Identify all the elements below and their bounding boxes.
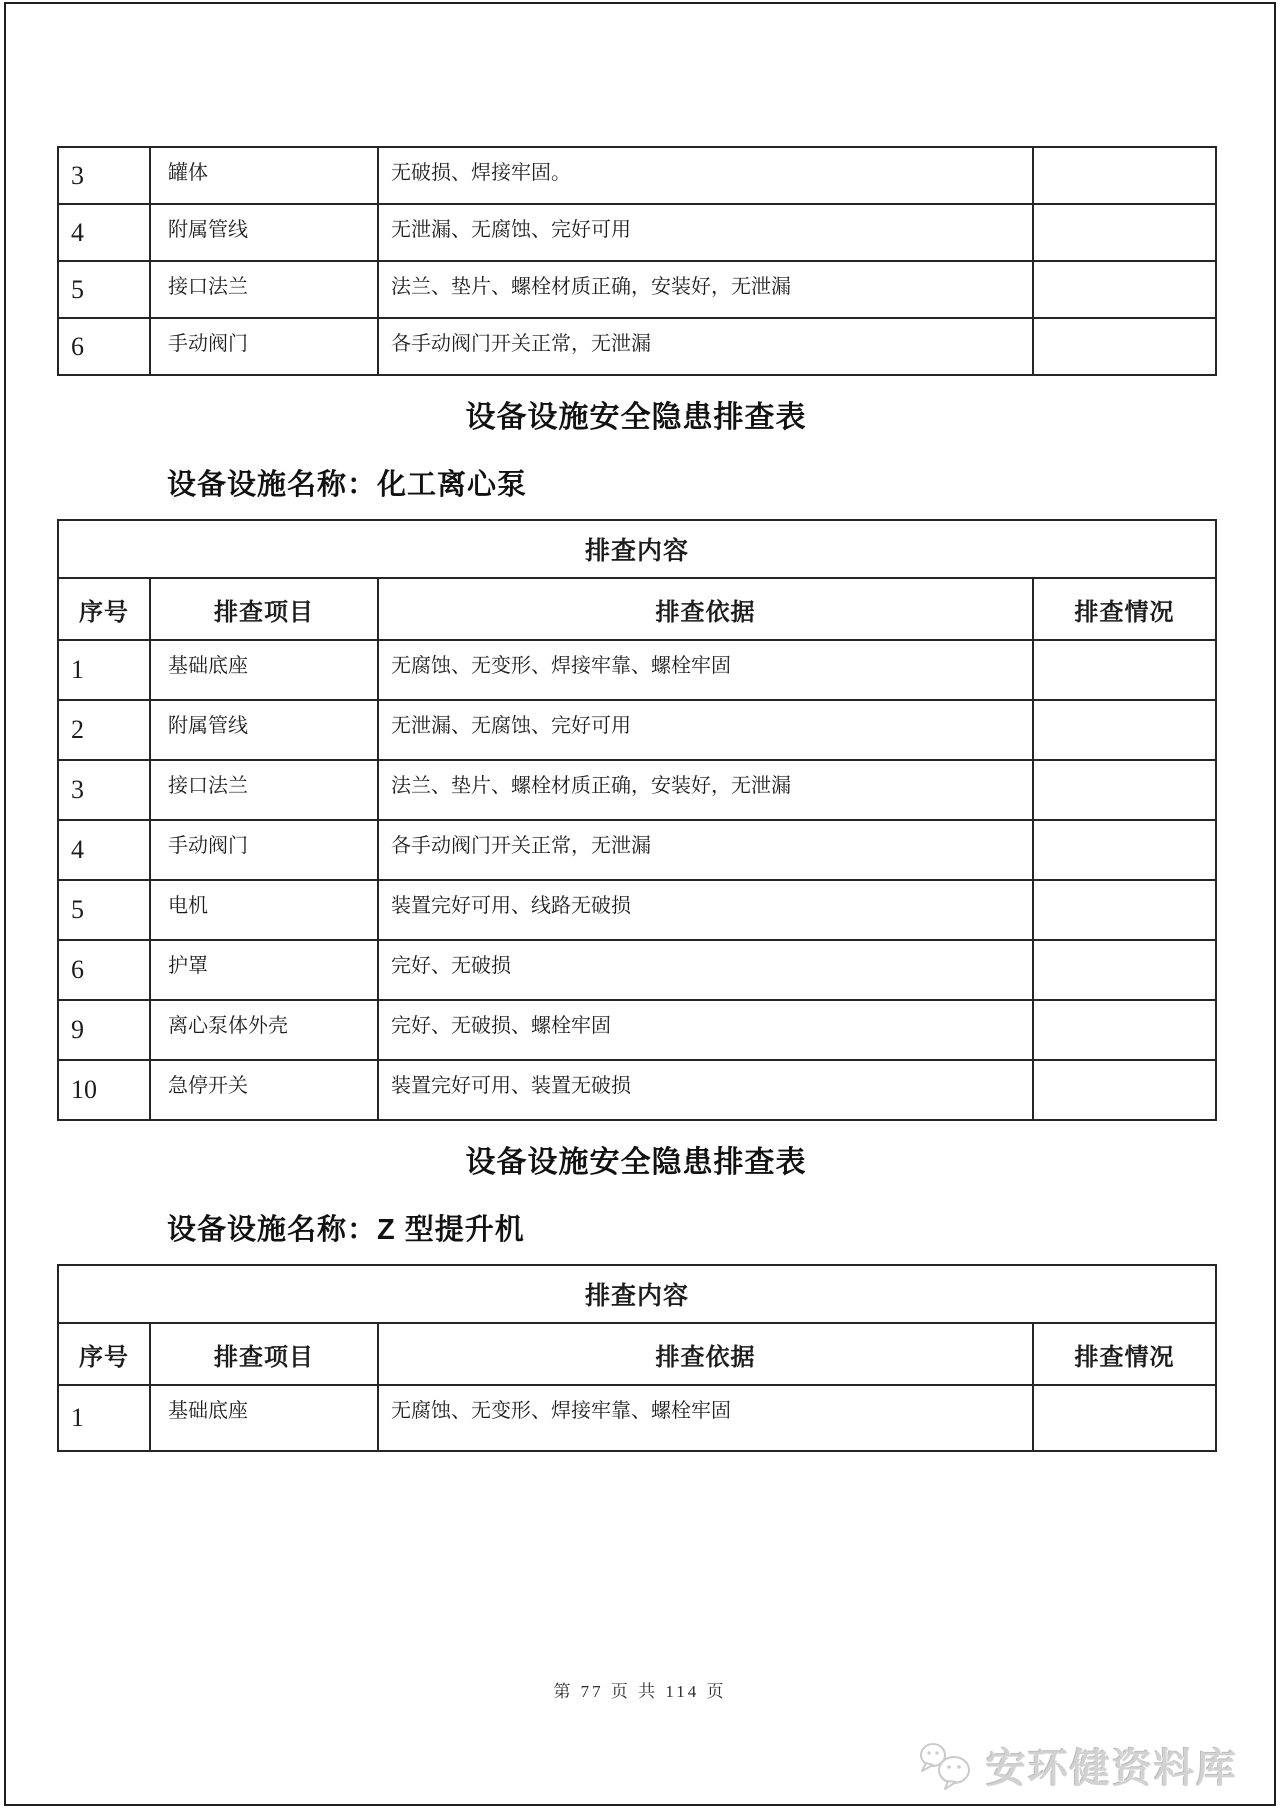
cell-status	[1033, 820, 1216, 880]
cell-no: 4	[58, 820, 150, 880]
cell-item: 罐体	[150, 147, 378, 204]
cell-basis: 法兰、垫片、螺栓材质正确，安装好，无泄漏	[378, 261, 1033, 318]
cell-basis: 无腐蚀、无变形、焊接牢靠、螺栓牢固	[378, 640, 1033, 700]
cell-basis: 无泄漏、无腐蚀、完好可用	[378, 204, 1033, 261]
cell-basis: 无破损、焊接牢固。	[378, 147, 1033, 204]
table-header-row	[58, 1323, 1216, 1385]
cell-no: 3	[58, 147, 150, 204]
section2-title: 设备设施安全隐患排查表	[465, 1146, 807, 1179]
cell-item: 基础底座	[150, 1385, 378, 1451]
cell-status	[1033, 204, 1216, 261]
cell-status	[1033, 760, 1216, 820]
continuation-table	[57, 146, 1217, 376]
cell-basis: 各手动阀门开关正常，无泄漏	[378, 820, 1033, 880]
col-header-status: 排查情况	[1033, 1323, 1216, 1385]
cell-no: 9	[58, 1000, 150, 1060]
cell-item: 附属管线	[150, 204, 378, 261]
cell-item: 电机	[150, 880, 378, 940]
col-header-basis: 排查依据	[378, 578, 1033, 640]
cell-status	[1033, 700, 1216, 760]
cell-item: 急停开关	[150, 1060, 378, 1120]
cell-status	[1033, 318, 1216, 375]
table-banner-row	[58, 1265, 1216, 1323]
cell-basis: 完好、无破损	[378, 940, 1033, 1000]
col-header-basis: 排查依据	[378, 1323, 1033, 1385]
cell-item: 附属管线	[150, 700, 378, 760]
col-header-item: 排查项目	[150, 578, 378, 640]
cell-item: 基础底座	[150, 640, 378, 700]
table-row	[58, 261, 1216, 318]
section1-table	[57, 519, 1217, 1121]
section2-subtitle: 设备设施名称：Z 型提升机	[167, 1214, 525, 1246]
cell-status	[1033, 640, 1216, 700]
table-row	[58, 880, 1216, 940]
table-row	[58, 640, 1216, 700]
cell-no: 5	[58, 261, 150, 318]
table-banner-cell: 排查内容	[58, 1265, 1216, 1323]
cell-status	[1033, 261, 1216, 318]
table-row	[58, 700, 1216, 760]
table-row	[58, 204, 1216, 261]
cell-no: 3	[58, 760, 150, 820]
cell-no: 6	[58, 940, 150, 1000]
cell-status	[1033, 1385, 1216, 1451]
table-row	[58, 1385, 1216, 1451]
cell-no: 1	[58, 640, 150, 700]
table-row	[58, 1060, 1216, 1120]
section1-title: 设备设施安全隐患排查表	[465, 401, 807, 434]
section2-table	[57, 1264, 1217, 1452]
cell-status	[1033, 940, 1216, 1000]
cell-basis: 完好、无破损、螺栓牢固	[378, 1000, 1033, 1060]
table-row	[58, 760, 1216, 820]
cell-item: 接口法兰	[150, 760, 378, 820]
cell-no: 6	[58, 318, 150, 375]
cell-item: 护罩	[150, 940, 378, 1000]
cell-item: 手动阀门	[150, 820, 378, 880]
table-row	[58, 147, 1216, 204]
table-banner-cell: 排查内容	[58, 520, 1216, 578]
table-row	[58, 940, 1216, 1000]
cell-item: 手动阀门	[150, 318, 378, 375]
cell-no: 1	[58, 1385, 150, 1451]
cell-basis: 无腐蚀、无变形、焊接牢靠、螺栓牢固	[378, 1385, 1033, 1451]
col-header-no: 序号	[58, 578, 150, 640]
cell-no: 4	[58, 204, 150, 261]
page-content	[57, 146, 1215, 1452]
cell-basis: 装置完好可用、装置无破损	[378, 1060, 1033, 1120]
col-header-no: 序号	[58, 1323, 150, 1385]
table-row	[58, 820, 1216, 880]
cell-status	[1033, 1060, 1216, 1120]
cell-basis: 各手动阀门开关正常，无泄漏	[378, 318, 1033, 375]
cell-basis: 法兰、垫片、螺栓材质正确，安装好，无泄漏	[378, 760, 1033, 820]
table-header-row	[58, 578, 1216, 640]
watermark	[918, 1737, 1238, 1794]
cell-no: 10	[58, 1060, 150, 1120]
cell-no: 2	[58, 700, 150, 760]
table-row	[58, 1000, 1216, 1060]
cell-item: 接口法兰	[150, 261, 378, 318]
cell-status	[1033, 1000, 1216, 1060]
cell-basis: 装置完好可用、线路无破损	[378, 880, 1033, 940]
cell-item: 离心泵体外壳	[150, 1000, 378, 1060]
table-row	[58, 318, 1216, 375]
page-number: 第 77 页 共 114 页	[553, 1682, 727, 1701]
cell-basis: 无泄漏、无腐蚀、完好可用	[378, 700, 1033, 760]
col-header-status: 排查情况	[1033, 578, 1216, 640]
cell-no: 5	[58, 880, 150, 940]
watermark-text: 安环健资料库	[986, 1747, 1238, 1791]
chat-bubbles-icon	[918, 1740, 978, 1792]
table-banner-row	[58, 520, 1216, 578]
col-header-item: 排查项目	[150, 1323, 378, 1385]
cell-status	[1033, 147, 1216, 204]
cell-status	[1033, 880, 1216, 940]
section1-subtitle: 设备设施名称：化工离心泵	[167, 469, 528, 501]
